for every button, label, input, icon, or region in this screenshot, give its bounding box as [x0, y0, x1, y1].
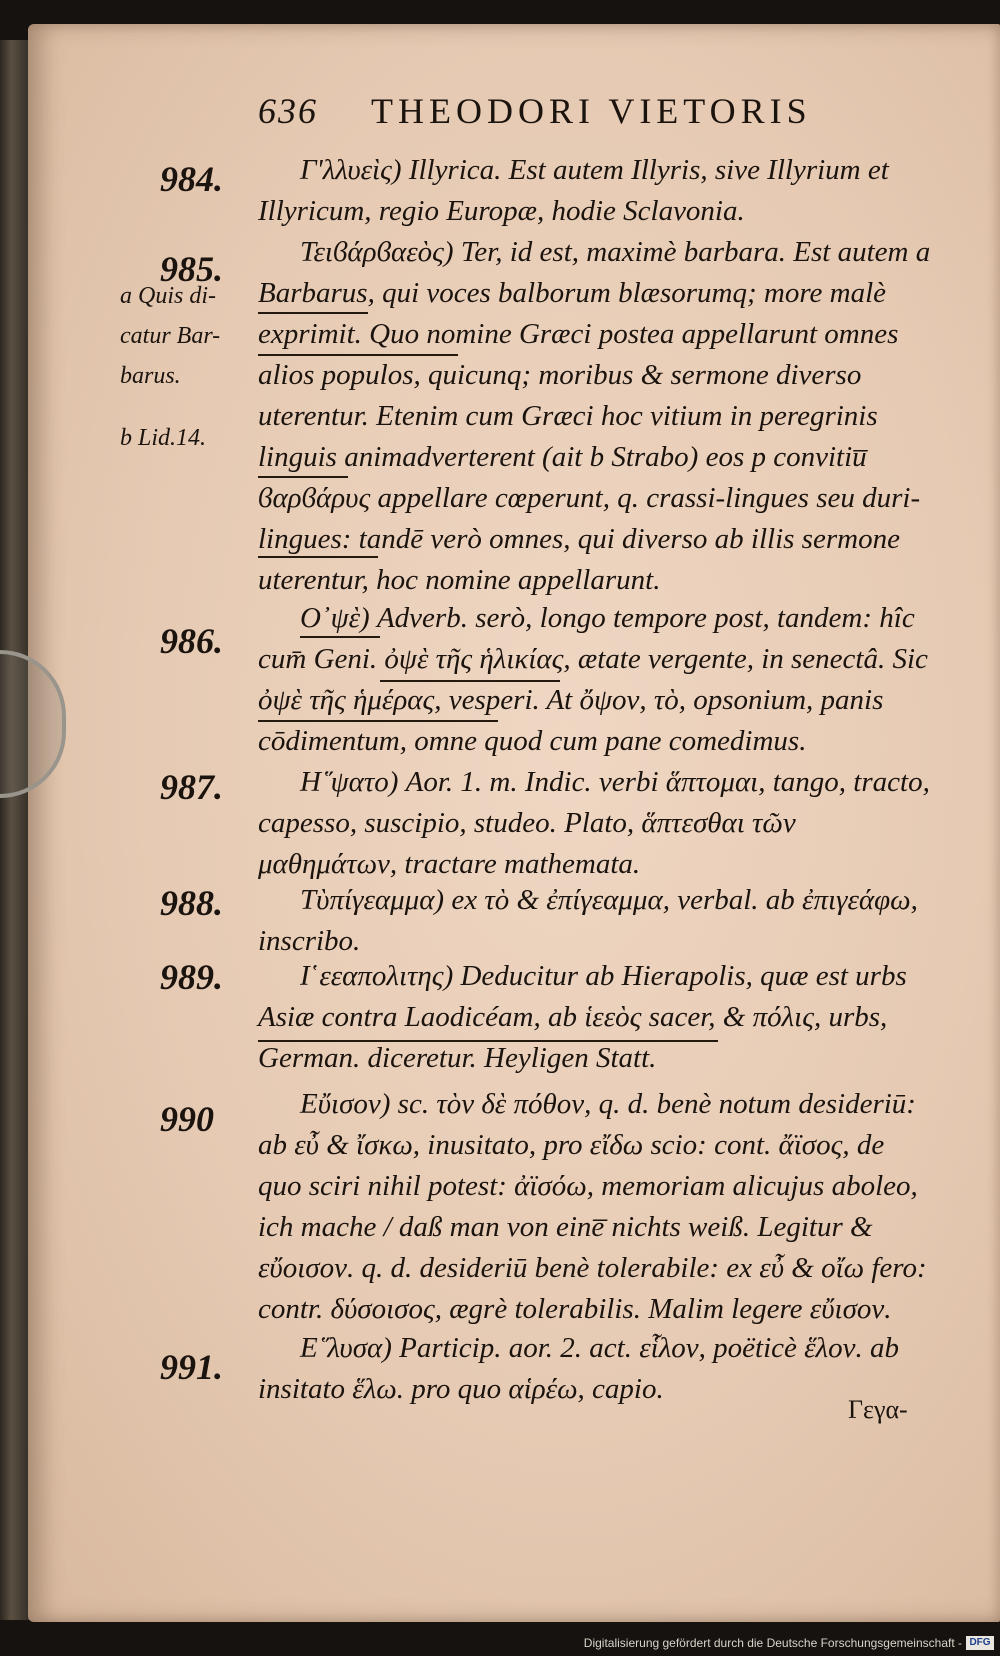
margin-note: barus. — [120, 363, 181, 389]
entry-number: 991. — [160, 1347, 223, 1387]
entry-number: 986. — [160, 621, 223, 661]
handwritten-underline — [258, 354, 458, 356]
entry-number: 990 — [160, 1099, 214, 1139]
entry-text: Ι῾εεαπολιτης) Deducitur ab Hierapolis, quæ est urbs Asiæ contra Laodicéam, ab ἱεεὸς sacer, & πόλις, urbs, German. diceretur. Heyligen Statt. — [258, 960, 907, 1074]
entry-text: Ε῞λυσα) Particip. aor. 2. act. εἷλον, poëticè ἕλον. ab insitato ἕλω. pro quo αἱρέω, capio. — [258, 1332, 899, 1405]
handwritten-underline — [258, 556, 378, 558]
handwritten-underline — [258, 312, 368, 314]
entry-text: Τειϐάρϐαεὸς) Ter, id est, maximè barbara. Est autem a Barbarus, qui voces balborum blæsorumq; more malè exprimit. Quo nomine Græci postea appellarunt omnes alios populos, quicunq; moribus & sermone diverso uterentur. Etenim cum Græci hoc vitium in peregrinis linguis animadverterent (ait b Strabo) eos p convitiu̅ ϐαρϐάρυς appellare cœperunt, q. crassi-lingues seu duri-lingues: tandē verò omnes, qui diverso ab illis sermone uterentur, hoc nomine appellarunt. — [258, 236, 931, 596]
margin-note: catur Bar- — [120, 323, 221, 349]
running-header — [258, 90, 858, 132]
handwritten-underline — [258, 476, 348, 478]
entry-number: 987. — [160, 767, 223, 807]
page-number: 636 — [258, 91, 318, 131]
handwritten-underline — [258, 720, 498, 722]
entry-number: 988. — [160, 883, 223, 923]
entry-text: Ο᾿ψὲ) Adverb. serò, longo tempore post, tandem: hîc cum̄ Geni. ὀψὲ τῆς ἡλικίας, ætate vergente, in senectâ. Sic ὀψὲ τῆς ἡμέρας, vesperi. At ὄψον, τὸ, opsonium, panis cōdimentum, omne quod cum pane comedimus. — [258, 602, 928, 757]
entry-text: Εὔισον) sc. τὸν δὲ πόθον, q. d. benè notum desideriū: ab εὖ & ἴσκω, inusitato, pro εἴδω scio: cont. ἄϊσος, de quo sciri nihil potest: ἀϊσόω, memoriam alicujus aboleo, ich mache / daß man von eine̅ nichts weiß. Legitur & εὔοισον. q. d. desideriū benè tolerabile: ex εὖ & οἴω fero: contr. δύσοισος, ægrè tolerabilis. Malim legere εὔισον. — [258, 1088, 927, 1325]
handwritten-underline — [380, 680, 560, 682]
entry-number: 984. — [160, 159, 223, 199]
entry-number: 985. — [160, 249, 223, 289]
margin-note: b Lid.14. — [120, 425, 207, 451]
digitization-credit: Digitalisierung gefördert durch die Deutsche Forschungsgemeinschaft - — [583, 1636, 962, 1650]
entry-text: Η῞ψατο) Aor. 1. m. Indic. verbi ἅπτομαι, tango, tracto, capesso, suscipio, studeo. Plato, ἅπτεσθαι τῶν μαθημάτων, tractare mathemata. — [258, 766, 930, 880]
entry-number: 989. — [160, 957, 223, 997]
catchword: Γεγα- — [848, 1395, 908, 1424]
margin-note: a Quis di- — [120, 283, 216, 309]
dfg-logo: DFG — [966, 1636, 994, 1650]
handwritten-underline — [300, 636, 380, 638]
entry-text: Τὺπίγεαμμα) ex τὸ & ἐπίγεαμμα, verbal. ab ἐπιγεάφω, inscribo. — [258, 884, 918, 957]
handwritten-underline — [258, 1040, 718, 1042]
running-title: THEODORI VIETORIS — [371, 91, 812, 131]
entry-text: Γ'λλυεὶς) Illyrica. Est autem Illyris, sive Illyrium et Illyricum, regio Europæ, hodie Sclavonia. — [258, 154, 889, 227]
